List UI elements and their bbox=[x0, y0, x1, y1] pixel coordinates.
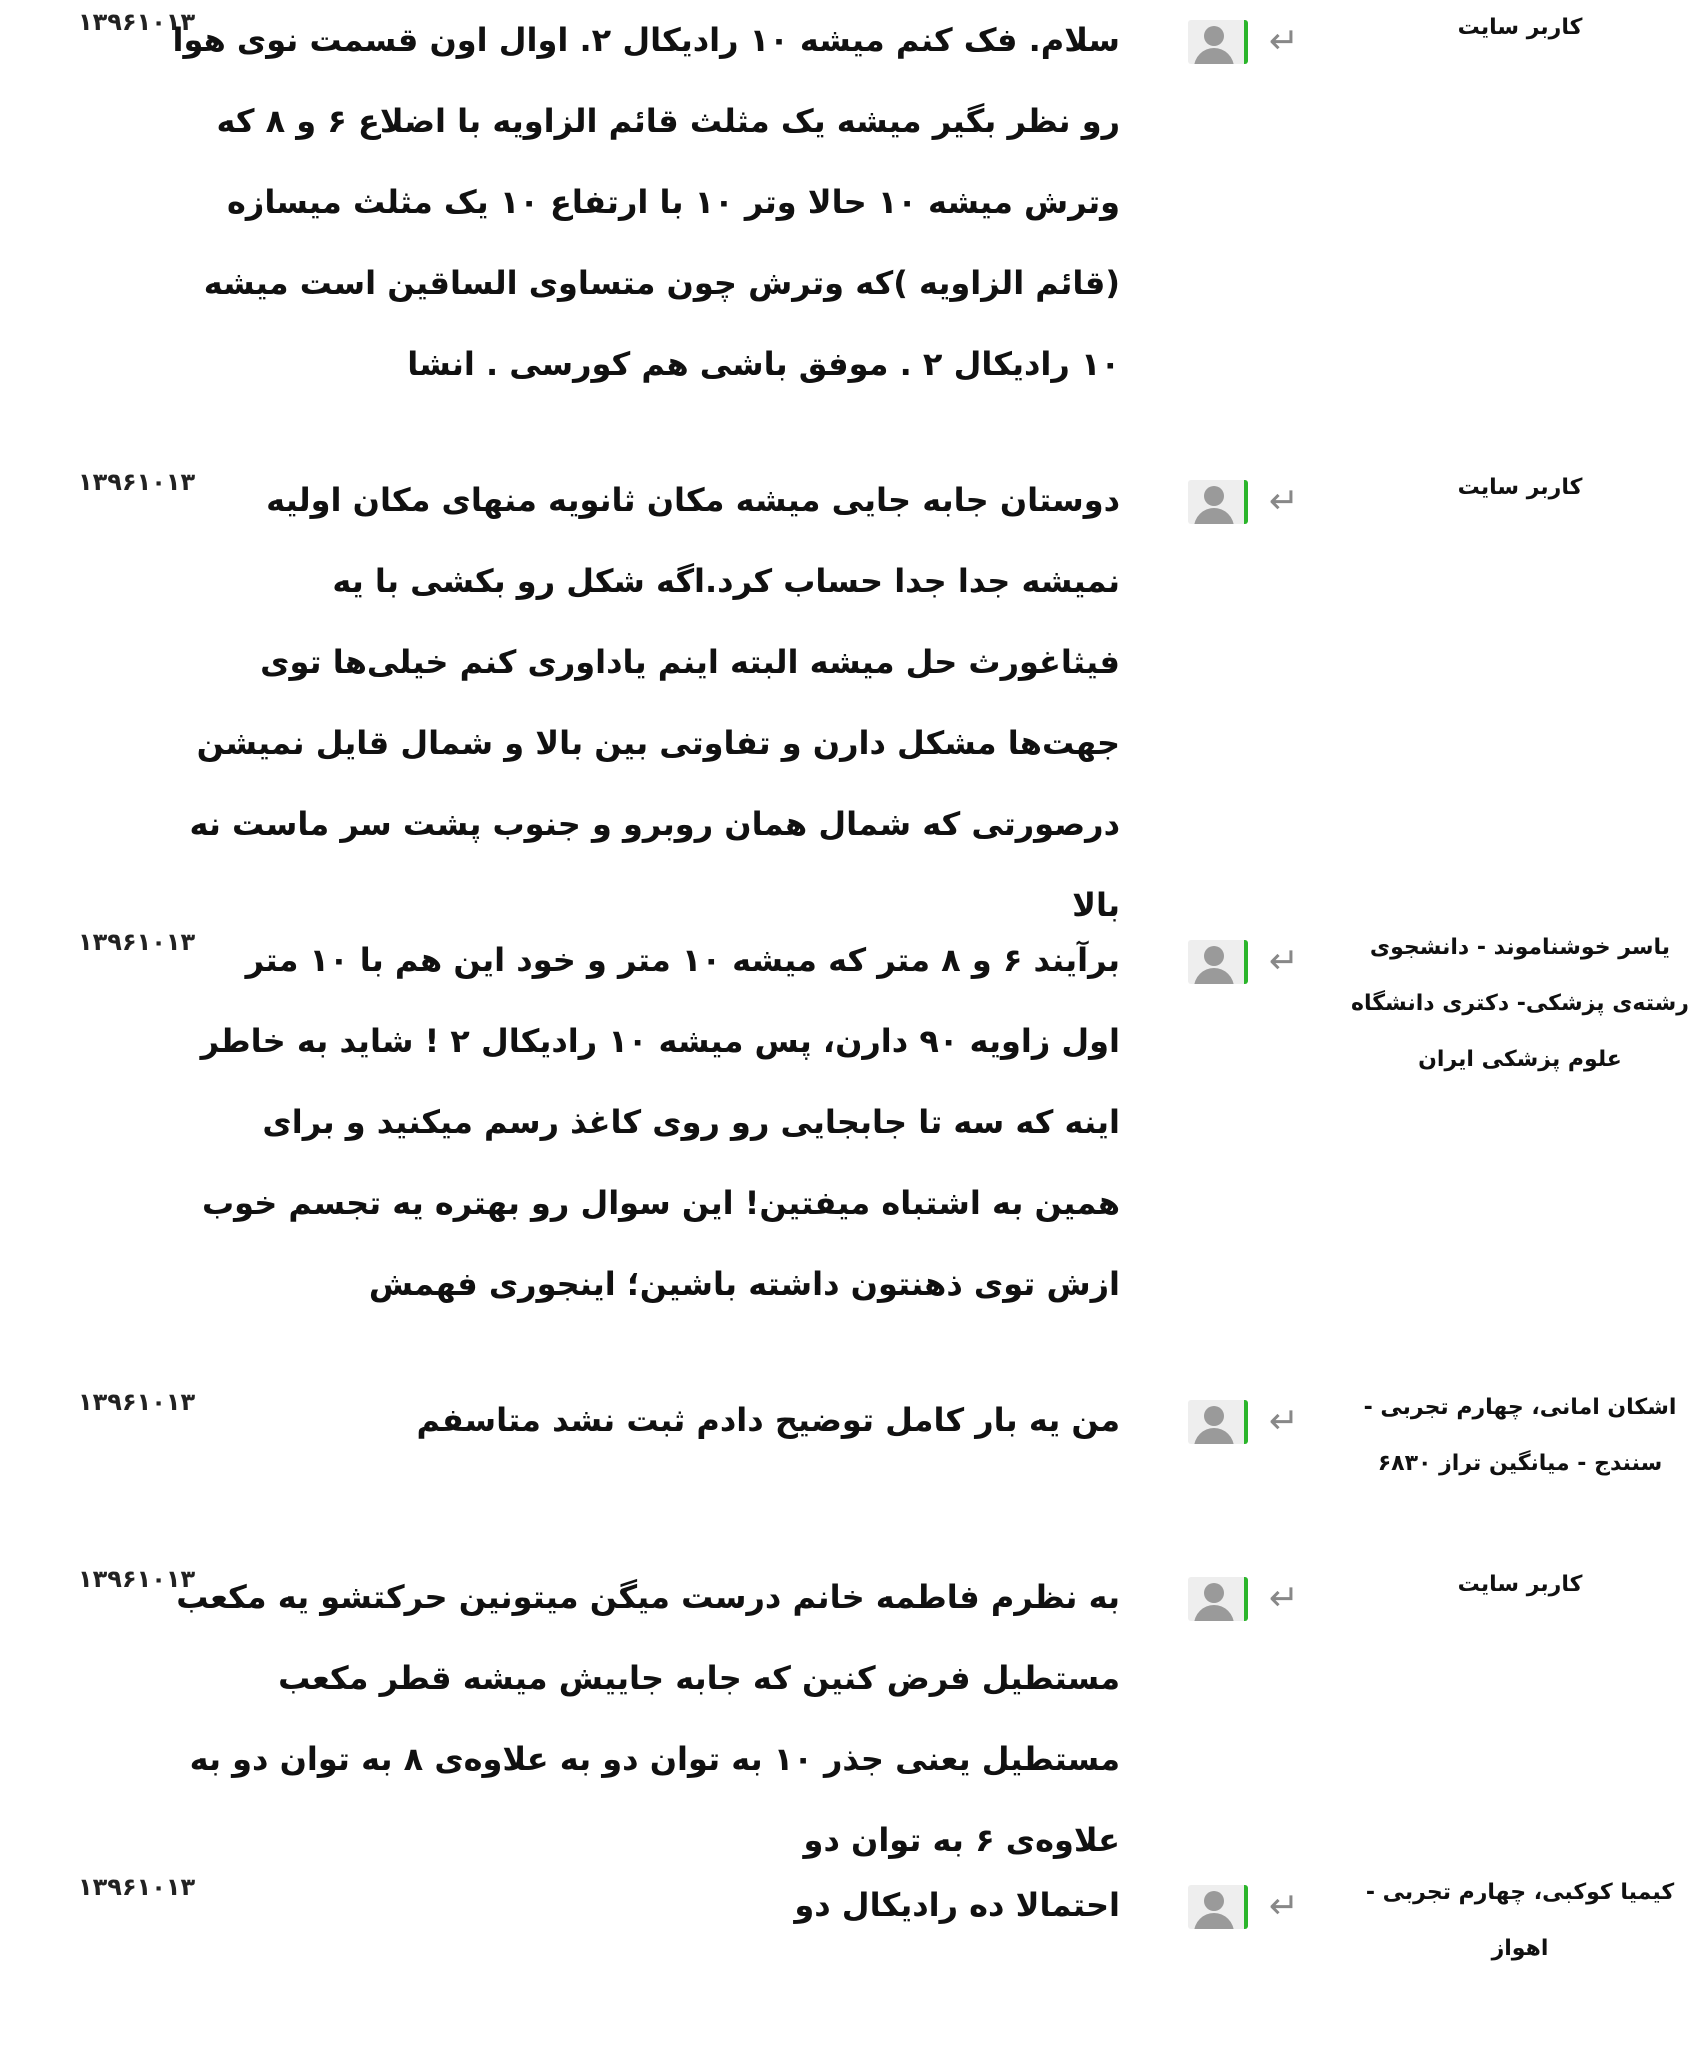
author-line: علوم پزشکی ایران bbox=[1418, 1047, 1622, 1072]
author-line: کیمیا کوکبی، چهارم تجربی - bbox=[1365, 1880, 1675, 1905]
comment-line: اینه که سه تا جابجایی رو روی کاغذ رسم میکنید و برای bbox=[262, 1103, 1120, 1141]
comment-line: نمیشه جدا جدا حساب کرد.اگه شکل رو بکشی با یه bbox=[332, 562, 1120, 600]
author-line: اهواز bbox=[1491, 1936, 1549, 1961]
comment-line: علاوه‌ی ۶ به توان دو bbox=[803, 1821, 1120, 1859]
comment-date: ۱۳۹۶۱۰۱۳ bbox=[78, 928, 196, 956]
comment-author bbox=[1345, 0, 1695, 56]
comment-line: جهت‌ها مشکل دارن و تفاوتی بین بالا و شمال قایل نمیشن bbox=[196, 724, 1120, 762]
comment-author bbox=[1345, 1557, 1695, 1613]
comment-line: درصورتی که شمال همان روبرو و جنوب پشت سر ماست نه bbox=[189, 805, 1120, 843]
comment-line: ۱۰ رادیکال ۲ . موفق باشی هم کورسی . انشا bbox=[407, 345, 1120, 383]
author-line: کاربر سایت bbox=[1457, 475, 1583, 500]
comment-date: ۱۳۹۶۱۰۱۳ bbox=[78, 468, 196, 496]
comment-line: ازش توی ذهنتون داشته باشین؛ اینجوری فهمش bbox=[368, 1265, 1120, 1303]
author-line: رشته‌ی پزشکی- دکتری دانشگاه bbox=[1351, 991, 1689, 1016]
comment-line: رو نظر بگیر میشه یک مثلث قائم الزاویه با اضلاع ۶ و ۸ که bbox=[216, 102, 1120, 140]
comment-text bbox=[220, 1865, 1120, 1946]
comment-line: مستطیل فرض کنین که جابه جاییش میشه قطر مکعب bbox=[278, 1659, 1120, 1697]
comment-line: من یه بار کامل توضیح دادم ثبت نشد متاسفم bbox=[416, 1401, 1120, 1439]
comment-line: (قائم الزاویه )که وترش چون متساوی الساقین است میشه bbox=[203, 264, 1120, 302]
user-avatar-icon[interactable] bbox=[1188, 20, 1248, 64]
comment-line: مستطیل یعنی جذر ۱۰ به توان دو به علاوه‌ی ۸ به توان دو به bbox=[189, 1740, 1120, 1778]
comment-author bbox=[1345, 1865, 1695, 1977]
reply-arrow-icon[interactable]: ↵ bbox=[1268, 1886, 1300, 1927]
reply-arrow-icon[interactable]: ↵ bbox=[1268, 941, 1300, 982]
author-line: اشکان امانی، چهارم تجربی - bbox=[1363, 1395, 1677, 1420]
comment-author bbox=[1345, 460, 1695, 516]
comment-line: وترش میشه ۱۰ حالا وتر ۱۰ با ارتفاع ۱۰ یک مثلث میسازه bbox=[227, 183, 1120, 221]
author-line: کاربر سایت bbox=[1457, 1572, 1583, 1597]
comment-line: همین به اشتباه میفتین! این سوال رو بهتره یه تجسم خوب bbox=[201, 1184, 1120, 1222]
author-line: کاربر سایت bbox=[1457, 15, 1583, 40]
comment-date: ۱۳۹۶۱۰۱۳ bbox=[78, 1873, 196, 1901]
reply-arrow-icon[interactable]: ↵ bbox=[1268, 21, 1300, 62]
author-line: سنندج - میانگین تراز ۶۸۳۰ bbox=[1377, 1451, 1663, 1476]
reply-arrow-icon[interactable]: ↵ bbox=[1268, 1578, 1300, 1619]
user-avatar-icon[interactable] bbox=[1188, 1577, 1248, 1621]
comment-text bbox=[172, 0, 1120, 405]
comment-date: ۱۳۹۶۱۰۱۳ bbox=[78, 8, 196, 36]
comment-date: ۱۳۹۶۱۰۱۳ bbox=[78, 1388, 196, 1416]
comment-line: فیثاغورث حل میشه البته اینم یاداوری کنم خیلی‌ها توی bbox=[260, 643, 1120, 681]
comment-text bbox=[189, 460, 1120, 946]
comment-text bbox=[200, 920, 1120, 1325]
comment-line: احتمالا ده رادیکال دو bbox=[794, 1886, 1120, 1924]
comment-text bbox=[220, 1380, 1120, 1461]
comment-text bbox=[176, 1557, 1120, 1881]
reply-arrow-icon[interactable]: ↵ bbox=[1268, 481, 1300, 522]
comment-author bbox=[1345, 1380, 1695, 1492]
comment-line: بالا bbox=[1072, 886, 1120, 924]
user-avatar-icon[interactable] bbox=[1188, 940, 1248, 984]
comment-line: برآیند ۶ و ۸ متر که میشه ۱۰ متر و خود این هم با ۱۰ متر bbox=[245, 941, 1120, 979]
comment-author bbox=[1345, 920, 1695, 1088]
reply-arrow-icon[interactable]: ↵ bbox=[1268, 1401, 1300, 1442]
comment-line: دوستان جابه جایی میشه مکان ثانویه منهای مکان اولیه bbox=[266, 481, 1120, 519]
comment-date: ۱۳۹۶۱۰۱۳ bbox=[78, 1565, 196, 1593]
comment-line: سلام. فک کنم میشه ۱۰ رادیکال ۲. اوال اون قسمت نوی هوا bbox=[172, 21, 1120, 59]
comment-line: اول زاویه ۹۰ دارن، پس میشه ۱۰ رادیکال ۲ ! شاید به خاطر bbox=[200, 1022, 1120, 1060]
author-line: یاسر خوشناموند - دانشجوی bbox=[1369, 935, 1671, 960]
user-avatar-icon[interactable] bbox=[1188, 1885, 1248, 1929]
user-avatar-icon[interactable] bbox=[1188, 480, 1248, 524]
comment-line: به نظرم فاطمه خانم درست میگن میتونین حرکتشو یه مکعب bbox=[176, 1578, 1120, 1616]
user-avatar-icon[interactable] bbox=[1188, 1400, 1248, 1444]
